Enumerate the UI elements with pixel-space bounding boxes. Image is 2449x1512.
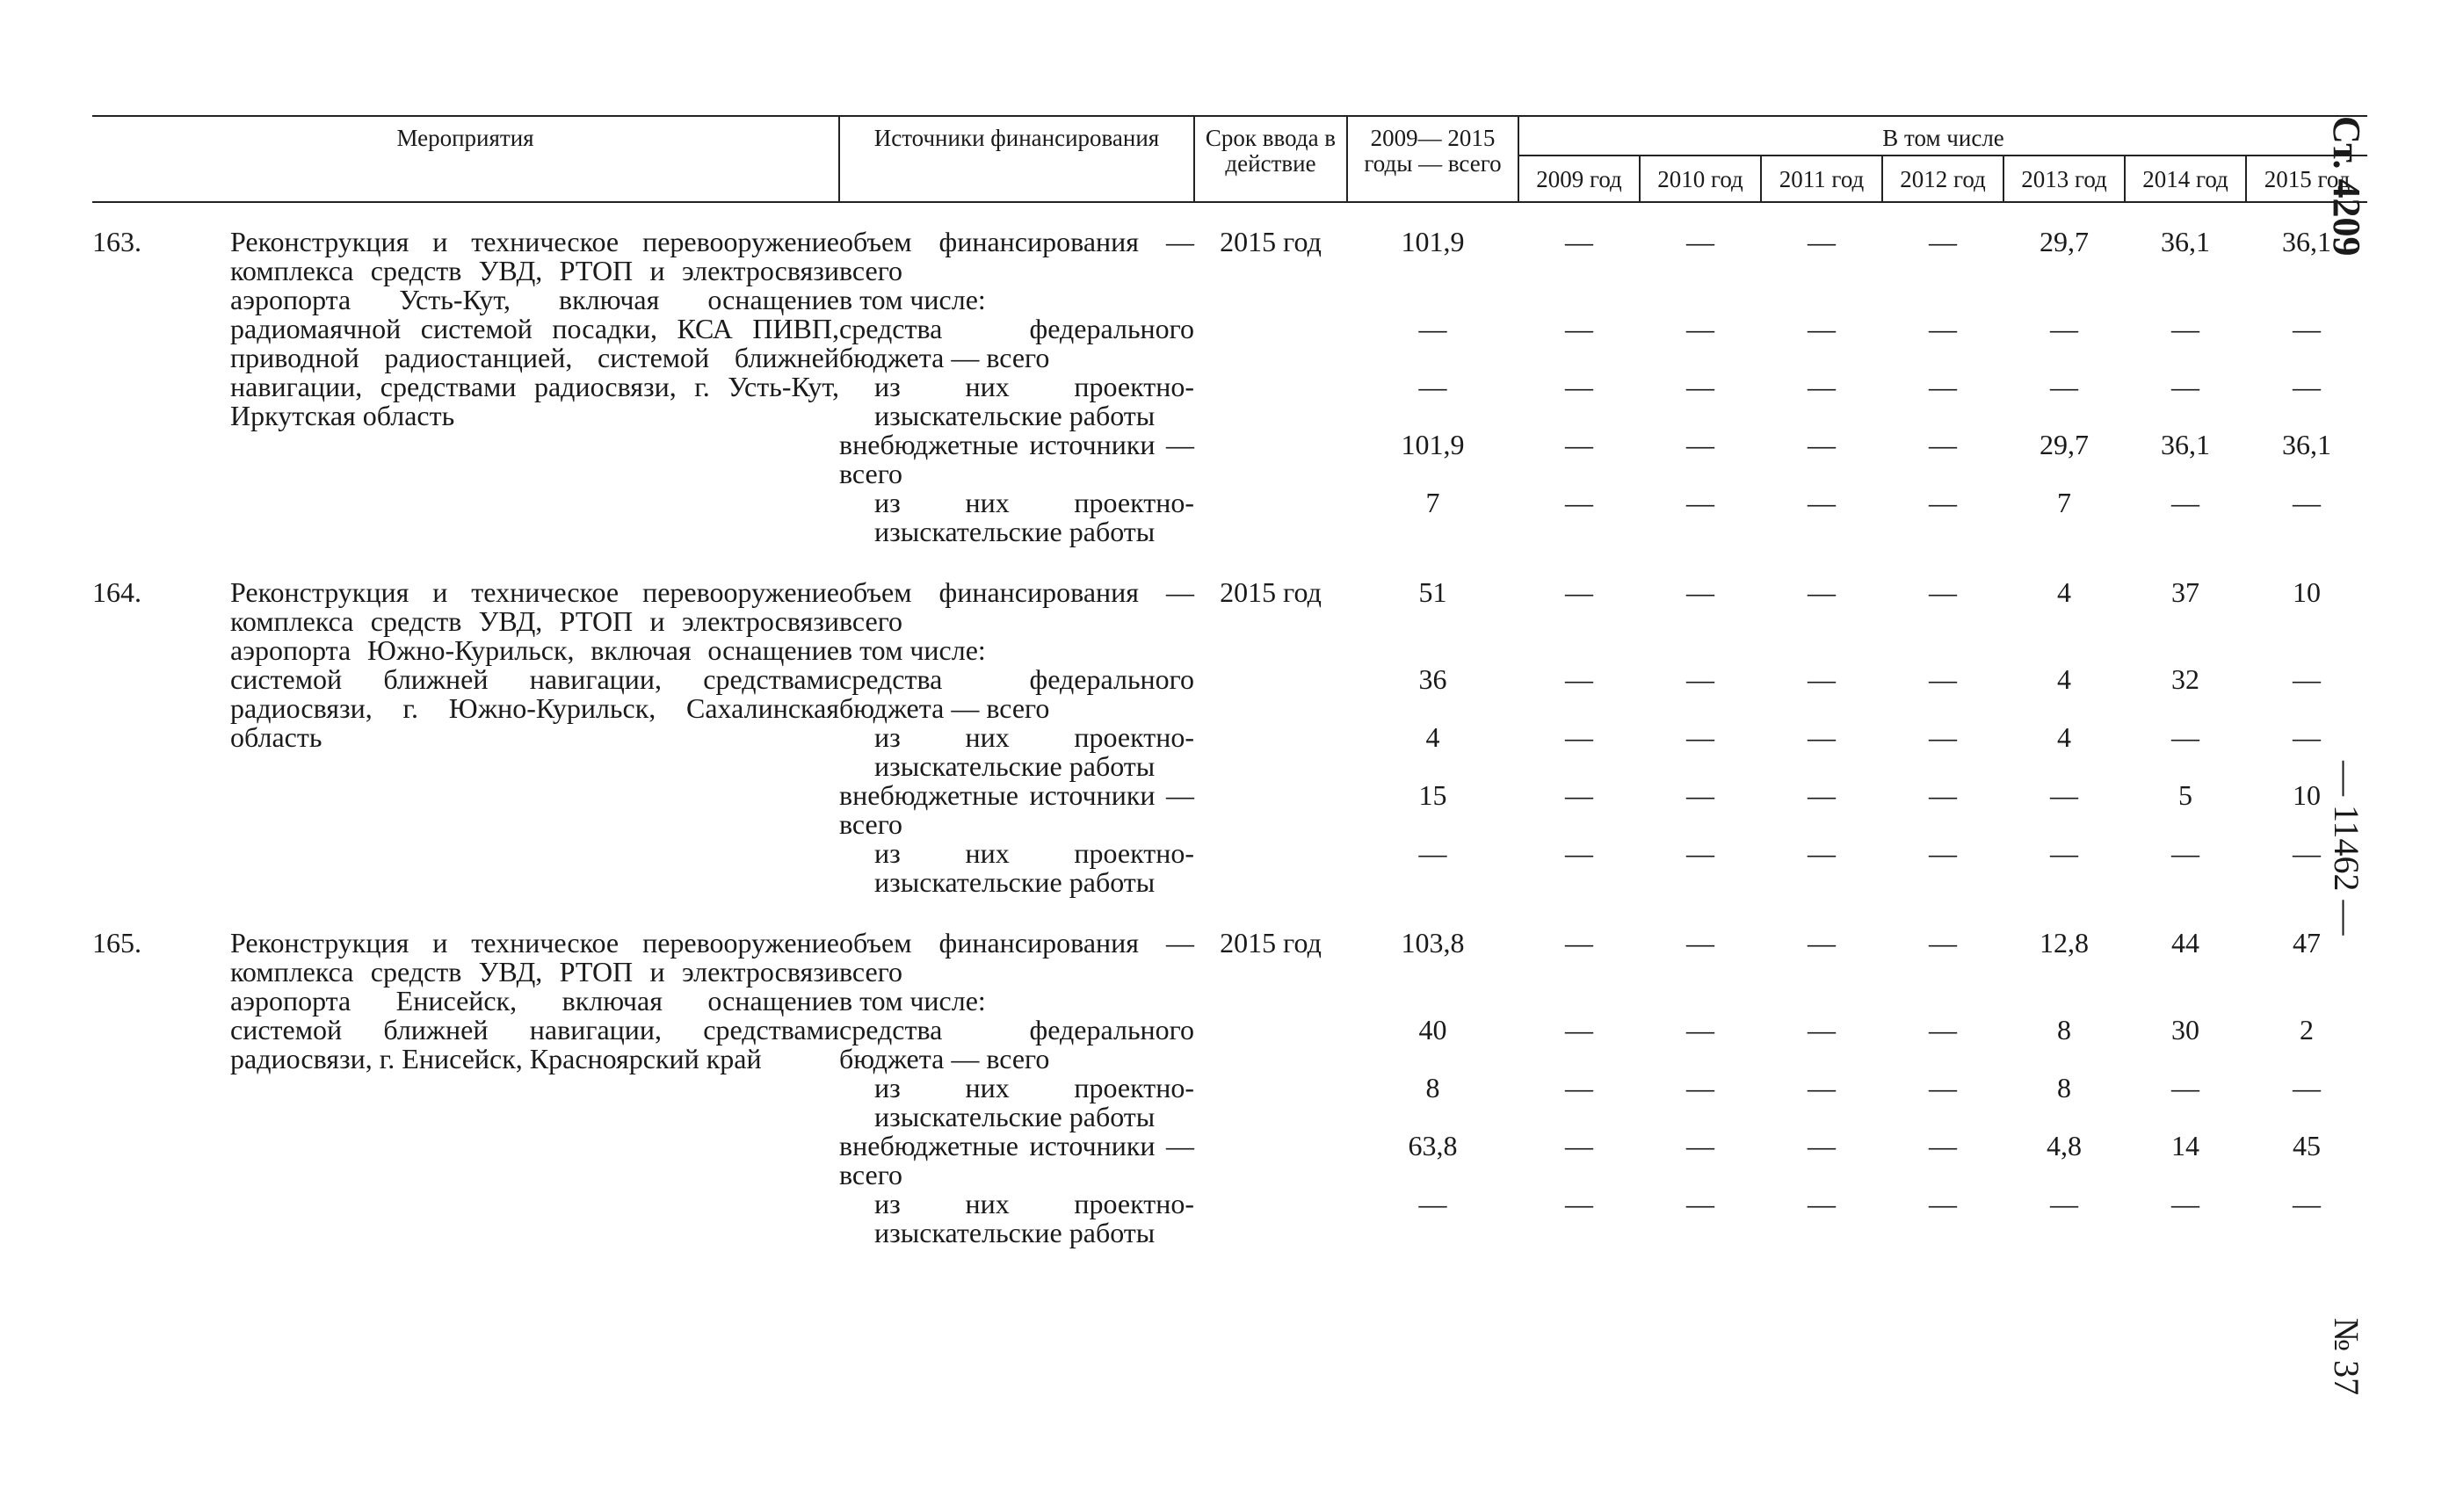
year-value: — xyxy=(2050,779,2078,811)
year-value: — xyxy=(1808,1130,1836,1161)
year-value: — xyxy=(2050,1188,2078,1219)
empty-cell xyxy=(1761,636,1882,665)
source-label: средства федерального бюджета — всего xyxy=(839,663,1194,724)
year-value: — xyxy=(1686,429,1714,460)
empty-cell xyxy=(1761,286,1882,315)
year-value: — xyxy=(2293,371,2322,402)
year-value: 36,1 xyxy=(2161,226,2210,257)
year-value: 8 xyxy=(2057,1072,2071,1103)
empty-cell xyxy=(2246,286,2367,315)
year-value: — xyxy=(2171,371,2199,402)
year-value: — xyxy=(1686,779,1714,811)
header-year: 2011 год xyxy=(1761,156,1882,202)
year-value: — xyxy=(1808,226,1836,257)
year-value: — xyxy=(1808,721,1836,753)
item-number: 165. xyxy=(92,927,141,959)
year-value: — xyxy=(1929,313,1957,344)
table-header xyxy=(92,116,2367,202)
year-value: — xyxy=(1565,1188,1593,1219)
empty-cell xyxy=(1640,987,1761,1016)
empty-cell xyxy=(2246,636,2367,665)
year-value: — xyxy=(1929,927,1957,959)
year-value: — xyxy=(1565,576,1593,608)
total-value: 8 xyxy=(1425,1072,1440,1103)
year-value: — xyxy=(1686,721,1714,753)
total-value: 4 xyxy=(1425,721,1440,753)
year-value: — xyxy=(1808,663,1836,695)
year-value: — xyxy=(1565,663,1593,695)
empty-cell xyxy=(1882,636,2003,665)
year-value: — xyxy=(1929,1188,1957,1219)
header-term: Срок ввода в действие xyxy=(1194,116,1347,202)
total-value: 7 xyxy=(1425,487,1440,518)
header-year: 2013 год xyxy=(2003,156,2125,202)
total-value: 101,9 xyxy=(1401,429,1465,460)
total-value: — xyxy=(1418,371,1447,402)
source-label: внебюджетные источники — всего xyxy=(839,779,1194,840)
year-value: — xyxy=(1808,487,1836,518)
empty-cell xyxy=(1640,636,1761,665)
year-value: — xyxy=(1686,226,1714,257)
year-value: — xyxy=(1929,663,1957,695)
year-value: — xyxy=(1565,487,1593,518)
empty-cell xyxy=(2003,286,2125,315)
year-value: — xyxy=(1565,226,1593,257)
year-value: — xyxy=(2050,837,2078,869)
year-value: — xyxy=(1929,576,1957,608)
source-label: объем финансирования — всего xyxy=(839,927,1194,988)
year-value: — xyxy=(1686,576,1714,608)
total-value: 101,9 xyxy=(1401,226,1465,257)
year-value: — xyxy=(2293,837,2322,869)
source-label: средства федерального бюджета — всего xyxy=(839,1014,1194,1074)
source-label: внебюджетные источники — всего xyxy=(839,429,1194,489)
item-title: Реконструкция и техническое перевооружение комплекса средств УВД, РТОП и электросвязи аэропорта Енисейск, включая оснащение системой ближней навигации, средствами радиосвязи, г. Енисейск, Красноярский край xyxy=(230,927,839,1074)
year-value: 36,1 xyxy=(2161,429,2210,460)
empty-cell xyxy=(1761,987,1882,1016)
year-value: — xyxy=(1808,927,1836,959)
commission-term: 2015 год xyxy=(1220,226,1322,257)
total-value: — xyxy=(1418,837,1447,869)
year-value: 4 xyxy=(2057,576,2071,608)
empty-cell xyxy=(2125,636,2246,665)
year-value: — xyxy=(2293,313,2322,344)
year-value: — xyxy=(1686,927,1714,959)
year-value: — xyxy=(1808,1188,1836,1219)
year-value: — xyxy=(2293,663,2322,695)
header-sources: Источники финансирования xyxy=(839,116,1194,202)
including-caption: в том числе: xyxy=(839,634,986,666)
year-value: — xyxy=(1565,313,1593,344)
table-row xyxy=(92,546,2367,636)
source-label: из них проектно-изыскательские работы xyxy=(874,1188,1194,1248)
year-value: — xyxy=(2050,371,2078,402)
header-year: 2009 год xyxy=(1518,156,1640,202)
year-value: 7 xyxy=(2057,487,2071,518)
year-value: — xyxy=(2171,837,2199,869)
year-value: — xyxy=(1686,371,1714,402)
year-value: — xyxy=(1686,1072,1714,1103)
year-value: — xyxy=(1929,721,1957,753)
source-label: из них проектно-изыскательские работы xyxy=(874,837,1194,898)
empty-cell xyxy=(2125,987,2246,1016)
year-value: — xyxy=(2171,1188,2199,1219)
empty-cell xyxy=(2003,987,2125,1016)
year-value: — xyxy=(2050,313,2078,344)
empty-cell xyxy=(1882,987,2003,1016)
year-value: — xyxy=(1686,837,1714,869)
header-measures: Мероприятия xyxy=(92,116,839,202)
header-total: 2009— 2015 годы — всего xyxy=(1347,116,1518,202)
empty-cell xyxy=(1347,286,1518,315)
year-value: — xyxy=(1808,371,1836,402)
year-value: — xyxy=(1808,429,1836,460)
year-value: — xyxy=(1808,1072,1836,1103)
empty-cell xyxy=(1882,286,2003,315)
including-caption: в том числе: xyxy=(839,985,986,1016)
source-label: из них проектно-изыскательские работы xyxy=(874,487,1194,547)
total-value: 40 xyxy=(1418,1014,1447,1045)
including-caption: в том числе: xyxy=(839,284,986,315)
year-value: 10 xyxy=(2293,779,2322,811)
header-year: 2015 год xyxy=(2246,156,2367,202)
total-value: — xyxy=(1418,313,1447,344)
total-value: 51 xyxy=(1418,576,1447,608)
header-year: 2012 год xyxy=(1882,156,2003,202)
year-value: 4 xyxy=(2057,663,2071,695)
item-number: 163. xyxy=(92,226,141,257)
item-title: Реконструкция и техническое перевооружение комплекса средств УВД, РТОП и электросвязи аэропорта Южно-Курильск, включая оснащение системой ближней навигации, средствами радиосвязи, г. Южно-Курильск, Сахалинская область xyxy=(230,576,839,753)
year-value: 37 xyxy=(2171,576,2199,608)
commission-term: 2015 год xyxy=(1220,927,1322,959)
year-value: 36,1 xyxy=(2282,429,2332,460)
year-value: — xyxy=(1565,1130,1593,1161)
year-value: — xyxy=(1929,429,1957,460)
year-value: — xyxy=(2293,1188,2322,1219)
year-value: — xyxy=(2171,313,2199,344)
empty-cell xyxy=(1518,636,1640,665)
year-value: — xyxy=(1929,1072,1957,1103)
year-value: — xyxy=(1565,927,1593,959)
year-value: 2 xyxy=(2300,1014,2315,1045)
year-value: 4,8 xyxy=(2047,1130,2082,1161)
total-value: 36 xyxy=(1418,663,1447,695)
source-label: из них проектно-изыскательские работы xyxy=(874,1072,1194,1132)
commission-term: 2015 год xyxy=(1220,576,1322,608)
year-value: 44 xyxy=(2171,927,2199,959)
year-value: — xyxy=(1929,779,1957,811)
year-value: — xyxy=(1808,313,1836,344)
year-value: 4 xyxy=(2057,721,2071,753)
total-value: 63,8 xyxy=(1408,1130,1458,1161)
page-reference: Ст. 4209 xyxy=(2325,116,2368,257)
source-label: объем финансирования — всего xyxy=(839,226,1194,286)
year-value: 14 xyxy=(2171,1130,2199,1161)
year-value: — xyxy=(1565,837,1593,869)
total-value: 15 xyxy=(1418,779,1447,811)
year-value: 8 xyxy=(2057,1014,2071,1045)
total-value: — xyxy=(1418,1188,1447,1219)
empty-cell xyxy=(2003,636,2125,665)
year-value: — xyxy=(1808,1014,1836,1045)
year-value: 30 xyxy=(2171,1014,2199,1045)
empty-cell xyxy=(2246,987,2367,1016)
header-year: 2014 год xyxy=(2125,156,2246,202)
year-value: — xyxy=(1686,663,1714,695)
total-value: 103,8 xyxy=(1401,927,1465,959)
year-value: — xyxy=(1686,1130,1714,1161)
year-value: — xyxy=(1929,1130,1957,1161)
empty-cell xyxy=(1347,987,1518,1016)
empty-cell xyxy=(1518,987,1640,1016)
year-value: 10 xyxy=(2293,576,2322,608)
source-label: объем финансирования — всего xyxy=(839,576,1194,637)
year-value: — xyxy=(2293,487,2322,518)
empty-cell xyxy=(1518,286,1640,315)
financing-table xyxy=(92,115,2367,1248)
item-number: 164. xyxy=(92,576,141,608)
year-value: — xyxy=(1565,1072,1593,1103)
year-value: — xyxy=(1565,721,1593,753)
document-number: — 11462 — xyxy=(2327,761,2366,936)
year-value: 29,7 xyxy=(2040,429,2089,460)
year-value: — xyxy=(1565,429,1593,460)
year-value: — xyxy=(1929,371,1957,402)
year-value: 47 xyxy=(2293,927,2322,959)
year-value: — xyxy=(1929,837,1957,869)
issue-number: № 37 xyxy=(2327,1318,2366,1396)
year-value: — xyxy=(2293,1072,2322,1103)
header-including: В том числе xyxy=(1518,116,2367,156)
year-value: — xyxy=(1929,226,1957,257)
year-value: — xyxy=(1686,1188,1714,1219)
year-value: 5 xyxy=(2178,779,2192,811)
year-value: 32 xyxy=(2171,663,2199,695)
year-value: — xyxy=(1686,487,1714,518)
year-value: — xyxy=(1929,487,1957,518)
year-value: — xyxy=(2171,1072,2199,1103)
item-title: Реконструкция и техническое перевооружение комплекса средств УВД, РТОП и электросвязи аэропорта Усть-Кут, включая оснащение радиомаячной системой посадки, КСА ПИВП, приводной радиостанцией, системой ближней навигации, средствами радиосвязи, г. Усть-Кут, Иркутская область xyxy=(230,226,839,431)
year-value: — xyxy=(1686,1014,1714,1045)
empty-cell xyxy=(1347,636,1518,665)
year-value: — xyxy=(1565,1014,1593,1045)
year-value: 36,1 xyxy=(2282,226,2332,257)
year-value: — xyxy=(1808,779,1836,811)
year-value: — xyxy=(1808,576,1836,608)
year-value: 45 xyxy=(2293,1130,2322,1161)
year-value: 12,8 xyxy=(2040,927,2089,959)
year-value: — xyxy=(1808,837,1836,869)
year-value: — xyxy=(1929,1014,1957,1045)
source-label: из них проектно-изыскательские работы xyxy=(874,721,1194,782)
empty-cell xyxy=(1640,286,1761,315)
year-value: 29,7 xyxy=(2040,226,2089,257)
source-label: внебюджетные источники — всего xyxy=(839,1130,1194,1190)
table-row xyxy=(92,202,2367,286)
year-value: — xyxy=(1565,371,1593,402)
year-value: — xyxy=(1686,313,1714,344)
year-value: — xyxy=(1565,779,1593,811)
year-value: — xyxy=(2171,487,2199,518)
year-value: — xyxy=(2171,721,2199,753)
table-body xyxy=(92,202,2367,1248)
year-value: — xyxy=(2293,721,2322,753)
table-row xyxy=(92,897,2367,987)
header-year: 2010 год xyxy=(1640,156,1761,202)
empty-cell xyxy=(2125,286,2246,315)
source-label: из них проектно-изыскательские работы xyxy=(874,371,1194,431)
source-label: средства федерального бюджета — всего xyxy=(839,313,1194,373)
